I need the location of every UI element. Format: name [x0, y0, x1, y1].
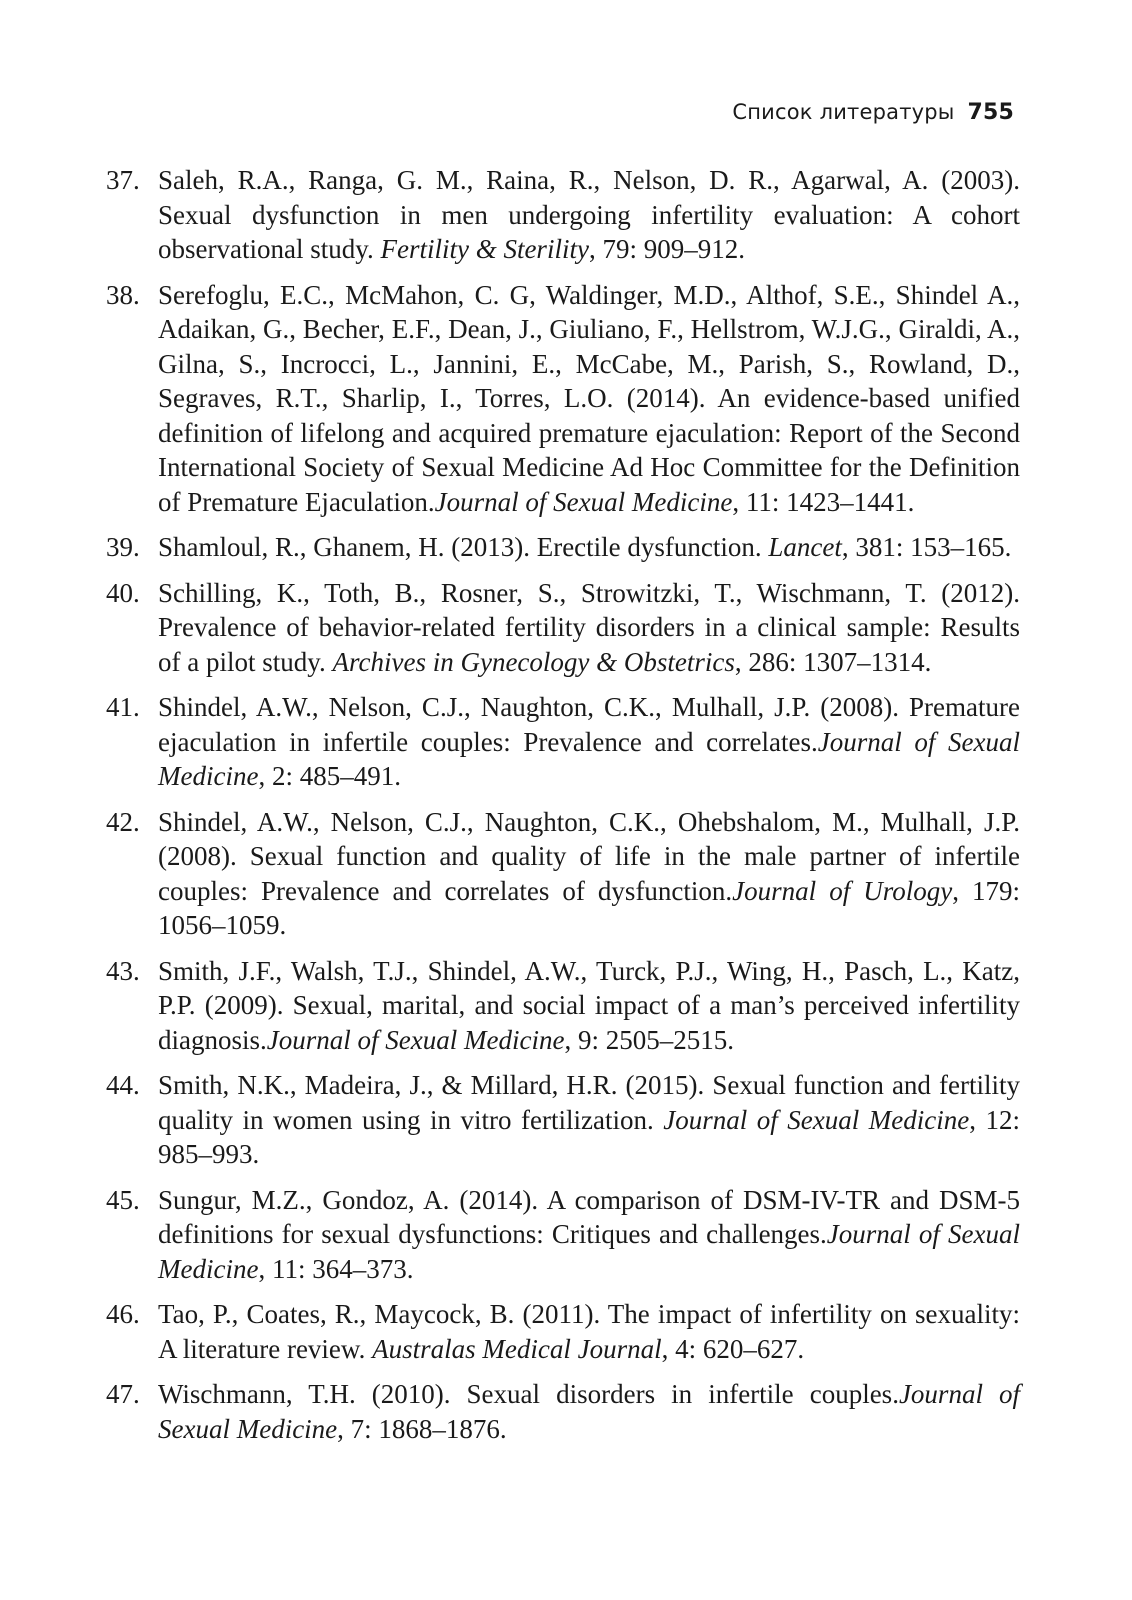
- section-title: Список литературы: [732, 100, 955, 124]
- reference-text: [158, 576, 1020, 680]
- reference-text: [158, 1377, 1020, 1446]
- reference-item: [106, 1183, 1020, 1287]
- reference-text: [158, 530, 1020, 565]
- reference-list: [106, 163, 1020, 1457]
- reference-body: Shamloul, R., Ghanem, H. (2013). Erectile dysfunction.: [158, 532, 769, 562]
- journal-title: Australas Medical Journal: [372, 1333, 662, 1364]
- reference-citation: , 79: 909–912.: [588, 234, 745, 264]
- reference-item: [106, 1377, 1020, 1446]
- reference-number: 44.: [106, 1070, 140, 1100]
- reference-body: Serefoglu, E.C., McMahon, C. G, Waldinger, M.D., Althof, S.E., Shindel A., Adaikan, G., Becher, E.F., Dean, J., Giuliano, F., Hellstrom, W.J.G., Giraldi, A., Gilna, S., Incrocci, L., Jannini, E., McCabe, M., Parish, S., Rowland, D., Segraves, R.T., Sharlip, I., Torres, L.O. (2014). An evidence-based unified definition of lifelong and acquired premature ejaculation: Report of the Second International Society of Sexual Medicine Ad Hoc Committee for the Definition of Premature Ejaculation.: [158, 279, 1020, 517]
- reference-item: [106, 690, 1020, 794]
- reference-body: Smith, N.K., Madeira, J., & Millard, H.R. (2015). Sexual function and fertility quality in women using in vitro fertilization.: [158, 1070, 1020, 1135]
- reference-text: [158, 954, 1020, 1058]
- reference-citation: , 286: 1307–1314.: [734, 646, 932, 677]
- reference-item: [106, 576, 1020, 680]
- journal-title: Fertility & Sterility: [380, 234, 589, 264]
- reference-body: Shindel, A.W., Nelson, C.J., Naughton, C.K., Mulhall, J.P. (2008). Premature ejaculation in infertile couples: Prevalence and correlates.: [158, 692, 1020, 757]
- reference-item: [106, 163, 1020, 267]
- reference-body: Wischmann, T.H. (2010). Sexual disorders in infertile couples.: [158, 1379, 899, 1409]
- reference-citation: , 12: 985–993.: [158, 1104, 1020, 1169]
- page-number: 755: [967, 100, 1014, 125]
- reference-citation: , 11: 1423–1441.: [732, 486, 915, 517]
- reference-text: [158, 690, 1020, 794]
- journal-title: Journal of Sexual Medicine: [266, 1024, 565, 1055]
- reference-item: [106, 1297, 1020, 1366]
- reference-text: [158, 1068, 1020, 1172]
- reference-citation: , 2: 485–491.: [258, 761, 401, 791]
- journal-title: Journal of Sexual Medicine: [158, 1219, 1020, 1284]
- reference-citation: , 381: 153–165.: [841, 532, 1012, 562]
- reference-citation: , 4: 620–627.: [661, 1333, 805, 1364]
- reference-text: [158, 1183, 1020, 1287]
- reference-item: [106, 805, 1020, 943]
- reference-citation: , 9: 2505–2515.: [564, 1024, 734, 1055]
- reference-item: [106, 954, 1020, 1058]
- reference-number: 45.: [106, 1184, 140, 1215]
- reference-number: 46.: [106, 1299, 140, 1329]
- reference-number: 39.: [106, 532, 140, 562]
- reference-text: [158, 278, 1020, 520]
- reference-number: 37.: [106, 165, 140, 195]
- journal-title: Journal of Sexual Medicine: [434, 486, 733, 517]
- reference-citation: , 11: 364–373.: [258, 1253, 414, 1284]
- reference-item: [106, 1068, 1020, 1172]
- reference-body: Sungur, M.Z., Gondoz, A. (2014). A comparison of DSM-IV-TR and DSM-5 definitions for sexual dysfunctions: Critiques and challenges.: [158, 1184, 1020, 1249]
- reference-citation: , 179: 1056–1059.: [158, 875, 1020, 940]
- reference-number: 42.: [106, 806, 140, 837]
- reference-number: 40.: [106, 577, 140, 608]
- journal-title: Journal of Sexual Medicine: [158, 1379, 1021, 1444]
- reference-body: Smith, J.F., Walsh, T.J., Shindel, A.W., Turck, P.J., Wing, H., Pasch, L., Katz, P.P. (2009). Sexual, marital, and social impact of a man’s perceived infertility diagnosis.: [158, 955, 1020, 1055]
- journal-title: Lancet: [768, 532, 842, 562]
- reference-body: Schilling, K., Toth, B., Rosner, S., Strowitzki, T., Wischmann, T. (2012). Prevalence of behavior-related fertility disorders in a clinical sample: Results of a pilot study.: [158, 577, 1020, 677]
- reference-number: 47.: [106, 1379, 140, 1409]
- running-header: [732, 100, 1014, 125]
- reference-body: Saleh, R.A., Ranga, G. M., Raina, R., Nelson, D. R., Agarwal, A. (2003). Sexual dysfunction in men undergoing infertility evaluation: A cohort observational study.: [158, 165, 1020, 264]
- journal-title: Journal of Sexual Medicine: [158, 726, 1020, 791]
- reference-body: Shindel, A.W., Nelson, C.J., Naughton, C.K., Ohebshalom, M., Mulhall, J.P. (2008). Sexual function and quality of life in the male partner of infertile couples: Prevalence and correlates of dysfunction.: [158, 806, 1020, 906]
- reference-number: 41.: [106, 692, 140, 722]
- reference-text: [158, 805, 1020, 943]
- journal-title: Journal of Urology: [732, 875, 953, 906]
- reference-citation: , 7: 1868–1876.: [337, 1413, 507, 1444]
- reference-text: [158, 163, 1020, 267]
- reference-number: 38.: [106, 279, 140, 310]
- journal-title: Archives in Gynecology & Obstetrics: [332, 646, 735, 677]
- reference-item: [106, 530, 1020, 565]
- reference-number: 43.: [106, 955, 140, 986]
- reference-item: [106, 278, 1020, 520]
- journal-title: Journal of Sexual Medicine: [663, 1104, 970, 1135]
- reference-body: Tao, P., Coates, R., Maycock, B. (2011). The impact of infertility on sexuality: A literature review.: [158, 1299, 1020, 1364]
- reference-text: [158, 1297, 1020, 1366]
